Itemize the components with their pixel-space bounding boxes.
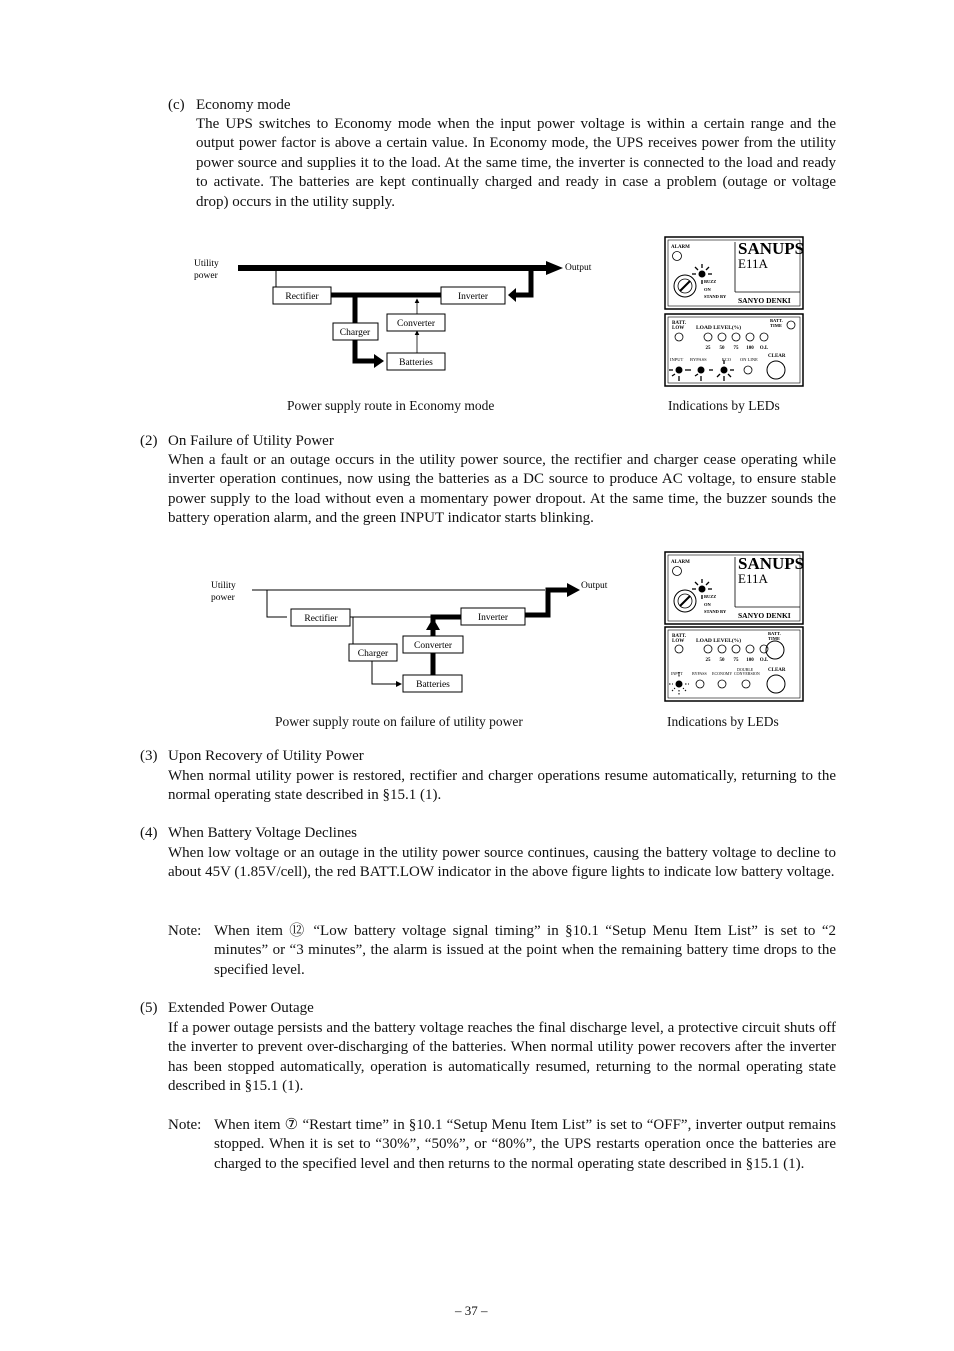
section-5-note: When item ⑦ “Restart time” in §10.1 “Setup Menu Item List” is set to “OFF”, inverter output remains stopped. When it is set to “30%”, “50%”, or “80%”, the UPS restarts operation once the batteries are charged to the specified level and then returns to the normal operating state described in §15.1 (1). — [214, 1117, 836, 1172]
section-5-label: (5) — [140, 1000, 158, 1016]
section-4-body: When low voltage or an outage in the utility power source continues, causing the battery voltage to decline to about 45V (1.85V/cell), the red BATT.LOW indicator in the above figure lights to indicate low battery voltage. — [168, 845, 836, 881]
input-label: INPUT — [670, 357, 684, 362]
conversion-label: CONVERSION — [734, 671, 760, 676]
section-c-title: Economy mode — [196, 97, 291, 113]
section-3-body: When normal utility power is restored, rectifier and charger operations resume automatically, returning to the normal operating state described in §15.1 (1). — [168, 768, 836, 804]
level-75: 75 — [733, 346, 739, 351]
power-label-2: power — [211, 593, 235, 603]
inverter-label: Inverter — [457, 292, 489, 302]
clear-label: CLEAR — [768, 354, 786, 359]
utility-label-2: Utility — [211, 581, 236, 591]
eco-label: ECO — [722, 357, 731, 362]
section-c-body: The UPS switches to Economy mode when the input power voltage is within a certain range and the output power factor is above a certain value. In Economy mode, the UPS receives power from the utility power source and supplies it to the load. At the same time, the inverter is connected to the load and ready to activate. The batteries are kept continually charged and ready in case a problem (outage or voltage drop) occurs in the utility supply. — [196, 116, 836, 210]
section-2-title: On Failure of Utility Power — [168, 433, 334, 449]
level-100-b: 100 — [746, 658, 754, 663]
section-4-label: (4) — [140, 825, 158, 841]
led-panel-failure — [664, 551, 806, 703]
buzzer-label-2: BUZZ — [704, 594, 717, 599]
level-50-b: 50 — [719, 658, 725, 663]
batt-time-label-b: BATT. — [768, 631, 781, 636]
section-4-title: When Battery Voltage Declines — [168, 825, 357, 841]
batt-time-label-2: TIME — [770, 323, 783, 328]
maker-label-2: SANYO DENKI — [738, 611, 791, 620]
section-5-body: If a power outage persists and the battery voltage reaches the final discharge level, a protective circuit shuts off the inverter to prevent over-discharging of the batteries. When normal utility power recovers after the inverter has been stopped automatically, operation is automatically resumed, returning to the normal operating state described in §15.1 (1). — [168, 1020, 836, 1095]
model-label: E11A — [738, 256, 768, 271]
eco-led — [721, 367, 728, 374]
utility-label: Utility — [194, 259, 219, 269]
buzzer-label: BUZZ — [704, 279, 717, 284]
level-75-b: 75 — [733, 658, 739, 663]
batteries-label: Batteries — [399, 358, 433, 368]
load-level-label-2: LOAD LEVEL(%) — [696, 638, 742, 644]
model-label-2: E11A — [738, 571, 768, 586]
charger-label: Charger — [339, 328, 371, 338]
maker-label: SANYO DENKI — [738, 296, 791, 305]
level-25: 25 — [705, 346, 711, 351]
led-panel-economy — [664, 236, 806, 388]
batt-low-label-2: LOW — [672, 326, 685, 331]
on-label: ON — [704, 287, 711, 292]
power-label: power — [194, 271, 218, 281]
level-ol-b: O.L — [759, 658, 769, 663]
converter-label-2: Converter — [414, 641, 452, 651]
economy-mode-diagram — [190, 248, 610, 378]
output-label-2: Output — [581, 581, 608, 591]
section-5-title: Extended Power Outage — [168, 1000, 314, 1016]
brand-label: SANUPS — [738, 239, 805, 258]
economy-label: ECONOMY — [712, 671, 733, 676]
input-led — [676, 367, 683, 374]
converter-label: Converter — [397, 319, 435, 329]
bypass-led — [698, 367, 705, 374]
clear-label-2: CLEAR — [768, 668, 786, 673]
on-label-2: ON — [704, 602, 711, 607]
section-2-body: When a fault or an outage occurs in the utility power source, the rectifier and charger cease operating while inverter operation continues, now using the batteries as a DC source to produce AC voltage, to ensure stable power supply to the load without even a momentary power dropout. At the same time, the buzzer sounds the battery operation alarm, and the green INPUT indicator starts blinking. — [168, 452, 836, 527]
brand-label-2: SANUPS — [738, 554, 805, 573]
economy-diagram-caption: Power supply route in Economy mode — [287, 398, 495, 413]
load-level-label: LOAD LEVEL(%) — [696, 325, 742, 331]
inverter-label-2: Inverter — [477, 613, 509, 623]
double-label: DOUBLE — [737, 667, 754, 672]
section-3-label: (3) — [140, 748, 158, 764]
on-led-2 — [699, 586, 706, 593]
section-4-note-label: Note: — [168, 923, 202, 939]
batt-low-label-b2: LOW — [672, 639, 685, 644]
section-4-note: When item ⑫ “Low battery voltage signal timing” in §10.1 “Setup Menu Item List” is set to “2 minutes” or “3 minutes”, the alarm is issued at the point when the remaining battery time drops to the specified level. — [214, 923, 836, 978]
alarm-label-2: ALARM — [671, 560, 690, 565]
failure-route-diagram — [205, 570, 625, 698]
batt-time-label: BATT. — [770, 318, 783, 323]
batt-low-label: BATT. — [672, 321, 687, 326]
output-label: Output — [565, 263, 592, 273]
alarm-label: ALARM — [671, 245, 690, 250]
level-100: 100 — [746, 346, 754, 351]
batt-time-label-b2: TIME — [768, 636, 781, 641]
batt-low-label-b: BATT. — [672, 634, 687, 639]
failure-diagram-caption: Power supply route on failure of utility power — [275, 714, 523, 729]
rectifier-label: Rectifier — [285, 292, 319, 302]
charger-label-2: Charger — [357, 649, 389, 659]
leds-caption-2: Indications by LEDs — [667, 714, 779, 729]
section-5-note-label: Note: — [168, 1117, 202, 1133]
level-ol: O.L — [759, 346, 769, 351]
leds-caption-1: Indications by LEDs — [668, 398, 780, 413]
rectifier-label-2: Rectifier — [304, 614, 338, 624]
page-number: – 37 – — [455, 1303, 488, 1318]
section-c-label: (c) — [168, 97, 185, 113]
online-label: ON LINE — [740, 357, 758, 362]
standby-label-2: STAND BY — [704, 609, 727, 614]
input-label-2: INPUT — [671, 671, 683, 676]
level-50: 50 — [719, 346, 725, 351]
section-3-title: Upon Recovery of Utility Power — [168, 748, 364, 764]
on-led — [699, 271, 706, 278]
bypass-label: BYPASS — [690, 357, 707, 362]
input-led-2 — [676, 681, 683, 688]
section-2-label: (2) — [140, 433, 158, 449]
standby-label: STAND BY — [704, 294, 727, 299]
batteries-label-2: Batteries — [416, 680, 450, 690]
level-25-b: 25 — [705, 658, 711, 663]
bypass-label-2: BYPASS — [692, 671, 707, 676]
